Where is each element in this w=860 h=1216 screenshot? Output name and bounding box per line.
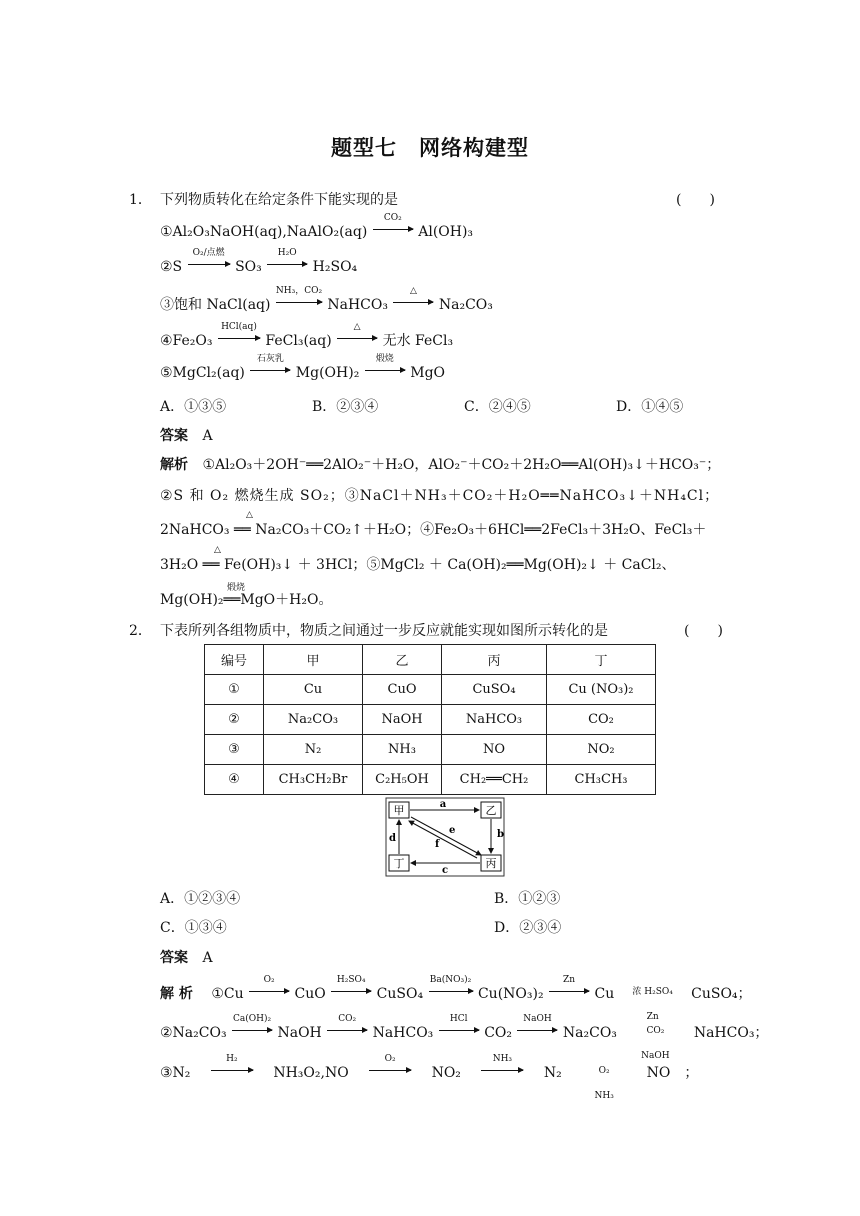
edge-label-d: d [389,833,396,844]
table-cell: Cu [264,675,363,705]
arrow-icon [393,302,433,303]
node-ding: 丁 [393,857,405,870]
q1-item-3 [160,286,493,314]
calcine-label: 煅烧 [227,583,246,593]
answer-label: 答案 [160,428,188,444]
chain-item: CO₂ [484,1025,512,1041]
edge-label-f: f [435,839,440,850]
option-d[interactable]: D．②③④ [494,920,562,936]
arrow-condition: △ [409,286,417,296]
node-bing: 丙 [485,857,497,870]
table-cell: NO [442,735,547,765]
arrow-condition: CO₂ [646,1026,665,1036]
table-row [205,705,656,735]
analysis-line-5: Mg(OH)₂══MgO＋H₂O。 [160,592,333,608]
edge-label-a: a [439,799,447,810]
arrow-icon [373,229,413,230]
item-text: Mg(OH)₂ [295,365,360,381]
item-text: Na₂CO₃ [438,297,493,313]
option-c[interactable]: C．②④⑤ [464,399,531,415]
arrow-condition: △ [353,322,361,332]
arrow-condition: Zn [646,1012,659,1022]
arrow-condition: 煅烧 [375,354,394,364]
table-cell: NH₃ [363,735,442,765]
arrow-icon [429,991,473,992]
answer-paren: ( ) [676,192,715,208]
question-number: 2． [129,623,152,639]
node-yi: 乙 [485,804,497,817]
arrow-icon [481,1070,523,1071]
table-cell: N₂ [264,735,363,765]
table-cell: CH₂══CH₂ [442,765,547,795]
arrow-condition: H₂SO₄ [336,975,366,985]
chain-item: NaOH [277,1025,322,1041]
chain-item: NO₂ [431,1065,461,1081]
arrow-condition: Zn [563,975,576,985]
arrow-icon [327,1030,367,1031]
analysis-line-1 [160,454,720,474]
table-cell: ④ [205,765,264,795]
table-cell: NaHCO₃ [442,705,547,735]
arrow-icon [337,338,377,339]
heat-symbol: △ [214,545,221,555]
edge-label-e: e [449,825,456,836]
table-cell: ① [205,675,264,705]
q1-item-5 [160,354,446,381]
item-text: ①Al₂O₃NaOH(aq),NaAlO₂(aq) [160,224,368,240]
table-header: 丙 [442,645,547,675]
table-header-row [205,645,656,675]
chain-item: ③N₂ [160,1065,191,1081]
arrow-condition: H₂O [277,248,297,258]
table-header: 丁 [547,645,656,675]
edge-f-arrow [409,821,477,858]
edge-label-b: b [497,829,504,840]
arrow-condition: CO₂ [383,213,402,223]
option-b[interactable]: B．②③④ [312,399,379,415]
table-header: 甲 [264,645,363,675]
item-text: FeCl₃(aq) [265,333,332,349]
edge-e-arrow [411,817,481,855]
arrow-icon [250,370,290,371]
item-text: ⑤MgCl₂(aq) [160,365,245,381]
question-number: 1． [129,192,152,208]
table-cell: ② [205,705,264,735]
page-title: 题型七 网络构建型 [331,136,529,160]
arrow-condition: O₂ [598,1066,610,1076]
chain-item: N₂ [543,1065,562,1081]
question-stem: 下表所列各组物质中，物质之间通过一步反应就能实现如图所示转化的是 [160,623,608,639]
table-cell: CuSO₄ [442,675,547,705]
chain-item: NaHCO₃ [372,1025,434,1041]
table-cell: Na₂CO₃ [264,705,363,735]
chain-item: CuO [294,986,326,1002]
edge-label-c: c [441,865,449,876]
item-text: NaHCO₃ [327,297,388,313]
item-text: ④Fe₂O₃ [160,333,213,349]
table-row [205,675,656,705]
chain-item: NaHCO₃； [693,1025,769,1041]
item-text: Al(OH)₃ [418,224,474,240]
arrow-icon [331,991,371,992]
answer-paren: ( ) [684,623,723,639]
arrow-icon [249,991,289,992]
node-jia: 甲 [393,804,405,817]
table-header: 编号 [205,645,264,675]
chain-item: ②Na₂CO₃ [160,1025,227,1041]
chain-item: NO ； [646,1065,699,1081]
table-header: 乙 [363,645,442,675]
table-cell: CH₃CH₃ [547,765,656,795]
arrow-condition: NaOH [641,1051,670,1061]
arrow-condition: NH₃ [594,1091,614,1101]
chain-item: CuSO₄； [691,986,752,1002]
arrow-icon [365,370,405,371]
option-a[interactable]: A．①③⑤ [160,399,227,415]
arrow-icon [276,302,322,303]
arrow-condition: H₂ [226,1054,238,1064]
arrow-icon [549,991,589,992]
table-cell: Cu (NO₃)₂ [547,675,656,705]
arrow-condition: HCl [449,1014,468,1024]
heat-symbol: △ [246,510,253,520]
chain-item: Na₂CO₃ [562,1025,617,1041]
arrow-condition: O₂/点燃 [192,248,225,258]
analysis-line-4: 3H₂O ══ Fe(OH)₃↓ ＋ 3HCl；⑤MgCl₂ ＋ Ca(OH)₂══Mg(OH)₂↓ ＋ CaCl₂、 [160,557,676,573]
substance-table [204,644,656,795]
arrow-icon [218,338,260,339]
arrow-icon [188,264,230,265]
answer-value: A [202,428,213,444]
answer-label: 答案 [160,950,188,966]
arrow-icon [369,1070,411,1071]
chain-item: ①Cu [211,986,244,1002]
analysis-line-3: 2NaHCO₃ ══ Na₂CO₃＋CO₂↑＋H₂O；④Fe₂O₃＋6HCl══2FeCl₃＋3H₂O、FeCl₃＋ [160,522,707,538]
q1-item-2 [160,248,358,275]
table-row [205,735,656,765]
option-d[interactable]: D．①④⑤ [616,399,684,415]
option-c[interactable]: C．①③④ [160,920,227,936]
analysis-label: 解 析 [160,986,193,1002]
arrow-condition: CO₂ [338,1014,357,1024]
item-text: 无水 FeCl₃ [382,333,454,349]
item-text: ②S [160,259,183,275]
table-cell: CuO [363,675,442,705]
arrow-icon [232,1030,272,1031]
item-text: ③饱和 NaCl(aq) [160,297,271,313]
answer-row [160,425,213,445]
analysis-line-2: ②S 和 O₂ 燃烧生成 SO₂；③NaCl＋NH₃＋CO₂＋H₂O══NaHCO₃↓＋NH₄Cl； [160,488,720,504]
option-a[interactable]: A．①②③④ [160,891,241,907]
analysis-label: 解析 [160,457,188,473]
chain-item: NH₃O₂,NO [273,1065,349,1081]
item-text: MgO [410,365,446,381]
table-cell: NaOH [363,705,442,735]
arrow-condition: Ca(OH)₂ [232,1014,272,1024]
arrow-condition: 石灰乳 [256,354,284,364]
table-cell: NO₂ [547,735,656,765]
table-cell: CH₃CH₂Br [264,765,363,795]
arrow-condition: O₂ [384,1054,396,1064]
conversion-diagram [385,797,505,877]
q1-item-1 [160,213,474,240]
arrow-condition: HCl(aq) [221,322,257,332]
arrow-condition: O₂ [263,975,275,985]
chain-item: CuSO₄ [376,986,424,1002]
item-text: H₂SO₄ [312,259,358,275]
question-stem: 下列物质转化在给定条件下能实现的是 [160,192,398,208]
analysis-text: ①Al₂O₃＋2OH⁻══2AlO₂⁻＋H₂O，AlO₂⁻＋CO₂＋2H₂O══Al(OH)₃↓＋HCO₃⁻； [202,457,721,473]
item-text: SO₃ [235,259,262,275]
arrow-condition: NH₃ [492,1054,513,1064]
arrow-icon [211,1070,253,1071]
arrow-condition: 浓 H₂SO₄ [632,987,673,997]
chain-item: Cu(NO₃)₂ [477,986,544,1002]
arrow-condition: NaOH [523,1014,552,1024]
answer-value: A [202,950,213,966]
table-cell: CO₂ [547,705,656,735]
table-cell: C₂H₅OH [363,765,442,795]
arrow-icon [439,1030,479,1031]
q1-item-4 [160,322,454,350]
arrow-condition: NH₃，CO₂ [275,286,323,296]
table-cell: ③ [205,735,264,765]
answer-row [160,947,213,967]
arrow-icon [517,1030,557,1031]
chain-item: Cu [594,986,615,1002]
option-b[interactable]: B．①②③ [494,891,561,907]
table-row [205,765,656,795]
arrow-icon [267,264,307,265]
arrow-condition: Ba(NO₃)₂ [429,975,472,985]
